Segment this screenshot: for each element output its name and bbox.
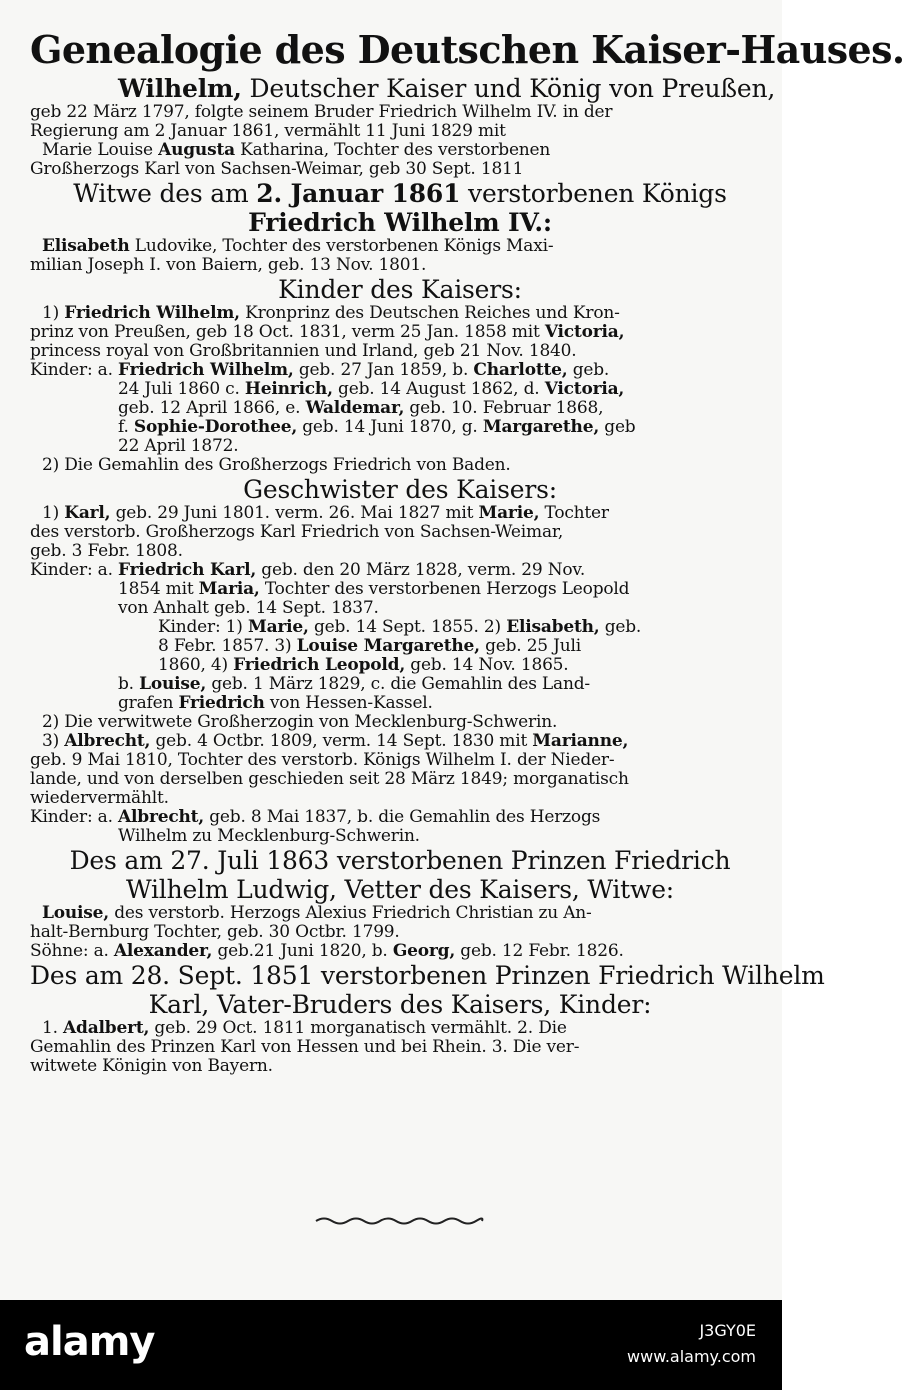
text-run: grafen bbox=[118, 693, 179, 713]
text-line bbox=[30, 961, 825, 990]
text-run: geb. 14 Sept. 1855. 2) bbox=[308, 617, 507, 637]
bold-name: Louise, bbox=[42, 903, 110, 923]
text-line bbox=[30, 256, 770, 275]
text-run: geb. 14 Juni 1870, g. bbox=[297, 417, 483, 437]
text-line bbox=[30, 846, 770, 875]
text-run: Tochter bbox=[539, 503, 609, 523]
text-run: Gemahlin des Prinzen Karl von Hessen und bei Rhein. 3. Die ver- bbox=[30, 1037, 580, 1057]
text-run: 2) Die Gemahlin des Großherzogs Friedrich von Baden. bbox=[42, 455, 511, 475]
text-run: Geschwister des Kaisers: bbox=[243, 475, 557, 504]
text-run: geb. 12 April 1866, e. bbox=[118, 398, 306, 418]
text-line bbox=[30, 827, 770, 846]
text-line bbox=[30, 789, 770, 808]
text-line bbox=[30, 580, 770, 599]
text-run: 22 April 1872. bbox=[118, 436, 239, 456]
text-run: geb. 14 August 1862, d. bbox=[332, 379, 545, 399]
text-line bbox=[30, 694, 770, 713]
text-line bbox=[30, 237, 770, 256]
text-run: Kinder: a. bbox=[30, 807, 119, 827]
text-line bbox=[30, 342, 770, 361]
bold-name: Friedrich Wilhelm IV.: bbox=[248, 208, 552, 237]
decorative-divider bbox=[314, 1216, 484, 1226]
text-run: geb. 3 Febr. 1808. bbox=[30, 541, 183, 561]
text-run: witwete Königin von Bayern. bbox=[30, 1056, 273, 1076]
bold-name: Waldemar, bbox=[305, 398, 405, 418]
text-line bbox=[30, 675, 770, 694]
bold-name: Margarethe, bbox=[482, 417, 600, 437]
text-run: Regierung am 2 Januar 1861, vermählt 11 Juni 1829 mit bbox=[30, 121, 506, 141]
text-run: f. bbox=[118, 417, 134, 437]
text-run: Kinder: a. bbox=[30, 360, 119, 380]
text-line bbox=[30, 751, 770, 770]
text-run: geb. 8 Mai 1837, b. die Gemahlin des Herzogs bbox=[204, 807, 601, 827]
text-run: geb. 1 März 1829, c. die Gemahlin des Land- bbox=[206, 674, 590, 694]
text-run: Witwe des am bbox=[73, 179, 257, 208]
text-run: 8 Febr. 1857. 3) bbox=[158, 636, 297, 656]
text-line bbox=[30, 361, 770, 380]
bold-name: Maria, bbox=[198, 579, 260, 599]
text-run: Kinder: 1) bbox=[158, 617, 248, 637]
text-run: 2) Die verwitwete Großherzogin von Mecklenburg-Schwerin. bbox=[42, 712, 558, 732]
bold-name: 2. Januar 1861 bbox=[256, 179, 461, 208]
brand-logo: alamy bbox=[24, 1319, 155, 1365]
genealogy-text bbox=[30, 74, 825, 1076]
bold-name: Charlotte, bbox=[473, 360, 568, 380]
text-line bbox=[30, 504, 770, 523]
text-run: Wilhelm Ludwig, Vetter des Kaisers, Witwe: bbox=[125, 875, 675, 904]
text-run: Deutscher Kaiser und König von Preußen, bbox=[241, 74, 776, 103]
text-line bbox=[30, 770, 770, 789]
text-line bbox=[30, 179, 770, 208]
bold-name: Karl, bbox=[64, 503, 111, 523]
text-run: milian Joseph I. von Baiern, geb. 13 Nov. 1801. bbox=[30, 255, 427, 275]
text-line bbox=[30, 713, 770, 732]
text-run: princess royal von Großbritannien und Irland, geb 21 Nov. 1840. bbox=[30, 341, 577, 361]
text-run: von Hessen-Kassel. bbox=[264, 693, 433, 713]
text-run: Katharina, Tochter des verstorbenen bbox=[234, 140, 551, 160]
text-line bbox=[30, 923, 770, 942]
bold-name: Heinrich, bbox=[244, 379, 333, 399]
bold-name: Alexander, bbox=[113, 941, 213, 961]
image-id: J3GY0E bbox=[699, 1321, 756, 1340]
text-run: geb. 10. Februar 1868, bbox=[404, 398, 604, 418]
text-run: Des am 28. Sept. 1851 verstorbenen Prinzen Friedrich Wilhelm bbox=[30, 961, 825, 990]
bold-name: Sophie-Dorothee, bbox=[133, 417, 298, 437]
bold-name: Louise Margarethe, bbox=[296, 636, 480, 656]
bold-name: Friedrich Leopold, bbox=[233, 655, 406, 675]
text-line bbox=[30, 1019, 770, 1038]
text-line bbox=[30, 399, 770, 418]
text-run: geb. bbox=[567, 360, 610, 380]
text-run: Söhne: a. bbox=[30, 941, 114, 961]
bold-name: Marie, bbox=[247, 617, 309, 637]
text-run: 1) bbox=[42, 503, 65, 523]
text-run: geb. 4 Octbr. 1809, verm. 14 Sept. 1830 mit bbox=[150, 731, 533, 751]
text-run: Ludovike, Tochter des verstorbenen Königs Maxi- bbox=[129, 236, 554, 256]
text-run: Karl, Vater-Bruders des Kaisers, Kinder: bbox=[148, 990, 652, 1019]
text-run: geb. 12 Febr. 1826. bbox=[455, 941, 624, 961]
text-line bbox=[30, 418, 770, 437]
text-run: geb. 29 Juni 1801. verm. 26. Mai 1827 mit bbox=[110, 503, 479, 523]
bold-name: Marianne, bbox=[532, 731, 629, 751]
bold-name: Georg, bbox=[392, 941, 456, 961]
text-line bbox=[30, 808, 770, 827]
text-run: 3) bbox=[42, 731, 65, 751]
text-run: geb. den 20 März 1828, verm. 29 Nov. bbox=[256, 560, 586, 580]
text-line bbox=[30, 875, 770, 904]
text-run: Marie Louise bbox=[42, 140, 159, 160]
text-line bbox=[30, 456, 770, 475]
text-run: geb. 9 Mai 1810, Tochter des verstorb. Königs Wilhelm I. der Nieder- bbox=[30, 750, 615, 770]
text-line bbox=[30, 437, 770, 456]
text-line bbox=[30, 275, 770, 304]
text-run: b. bbox=[118, 674, 140, 694]
text-run: geb bbox=[599, 417, 636, 437]
text-run: 1) bbox=[42, 303, 65, 323]
text-run: geb. bbox=[599, 617, 642, 637]
text-run: 1. bbox=[42, 1018, 64, 1038]
text-line bbox=[30, 323, 770, 342]
text-line bbox=[30, 103, 770, 122]
bold-name: Elisabeth bbox=[42, 236, 130, 256]
text-line bbox=[30, 122, 770, 141]
bold-name: Louise, bbox=[139, 674, 207, 694]
text-run: geb. 27 Jan 1859, b. bbox=[293, 360, 474, 380]
text-line bbox=[30, 475, 770, 504]
text-line bbox=[30, 141, 770, 160]
text-run: geb 22 März 1797, folgte seinem Bruder Friedrich Wilhelm IV. in der bbox=[30, 102, 613, 122]
text-line bbox=[30, 542, 770, 561]
text-line bbox=[30, 942, 770, 961]
text-run: Großherzogs Karl von Sachsen-Weimar, geb 30 Sept. 1811 bbox=[30, 159, 524, 179]
bold-name: Augusta bbox=[158, 140, 235, 160]
bold-name: Albrecht, bbox=[118, 807, 205, 827]
text-run: halt-Bernburg Tochter, geb. 30 Octbr. 1799. bbox=[30, 922, 400, 942]
text-run: geb. 25 Juli bbox=[479, 636, 581, 656]
text-line bbox=[30, 208, 770, 237]
bold-name: Friedrich Karl, bbox=[118, 560, 257, 580]
bold-name: Wilhelm, bbox=[118, 74, 242, 103]
text-run: Kinder: a. bbox=[30, 560, 119, 580]
text-line bbox=[30, 990, 770, 1019]
text-line bbox=[30, 380, 770, 399]
bold-name: Friedrich bbox=[178, 693, 265, 713]
bold-name: Albrecht, bbox=[64, 731, 151, 751]
site-url: www.alamy.com bbox=[627, 1347, 756, 1366]
text-run: 24 Juli 1860 c. bbox=[118, 379, 245, 399]
text-line bbox=[30, 904, 770, 923]
text-run: geb.21 Juni 1820, b. bbox=[212, 941, 393, 961]
text-run: geb. 29 Oct. 1811 morganatisch vermählt. 2. Die bbox=[149, 1018, 567, 1038]
document-title: Genealogie des Deutschen Kaiser-Hauses. bbox=[30, 27, 905, 72]
text-run: wiedervermählt. bbox=[30, 788, 169, 808]
text-run: 1854 mit bbox=[118, 579, 199, 599]
text-line bbox=[30, 160, 770, 179]
document-body bbox=[30, 27, 905, 1076]
bold-name: Friedrich Wilhelm, bbox=[64, 303, 240, 323]
text-line bbox=[30, 523, 770, 542]
text-run: Kronprinz des Deutschen Reiches und Kron- bbox=[239, 303, 620, 323]
text-run: Des am 27. Juli 1863 verstorbenen Prinzen Friedrich bbox=[69, 846, 731, 875]
bold-name: Victoria, bbox=[544, 322, 625, 342]
text-run: Kinder des Kaisers: bbox=[278, 275, 522, 304]
text-line bbox=[30, 561, 770, 580]
text-run: Wilhelm zu Mecklenburg-Schwerin. bbox=[118, 826, 420, 846]
bold-name: Victoria, bbox=[544, 379, 625, 399]
text-run: 1860, 4) bbox=[158, 655, 234, 675]
text-line bbox=[30, 656, 770, 675]
text-line bbox=[30, 304, 770, 323]
text-line bbox=[30, 599, 770, 618]
text-line bbox=[30, 74, 776, 103]
text-run: des verstorb. Großherzogs Karl Friedrich von Sachsen-Weimar, bbox=[30, 522, 564, 542]
text-line bbox=[30, 637, 770, 656]
text-run: prinz von Preußen, geb 18 Oct. 1831, verm 25 Jan. 1858 mit bbox=[30, 322, 545, 342]
text-run: geb. 14 Nov. 1865. bbox=[405, 655, 569, 675]
bold-name: Marie, bbox=[478, 503, 540, 523]
bold-name: Adalbert, bbox=[63, 1018, 150, 1038]
text-line bbox=[30, 618, 770, 637]
text-run: des verstorb. Herzogs Alexius Friedrich Christian zu An- bbox=[109, 903, 592, 923]
bold-name: Elisabeth, bbox=[506, 617, 600, 637]
text-line bbox=[30, 732, 770, 751]
bold-name: Friedrich Wilhelm, bbox=[118, 360, 294, 380]
text-line bbox=[30, 1038, 770, 1057]
text-line bbox=[30, 1057, 770, 1076]
text-run: von Anhalt geb. 14 Sept. 1837. bbox=[118, 598, 379, 618]
text-run: lande, und von derselben geschieden seit 28 März 1849; morganatisch bbox=[30, 769, 629, 789]
text-run: verstorbenen Königs bbox=[460, 179, 727, 208]
text-run: Tochter des verstorbenen Herzogs Leopold bbox=[259, 579, 630, 599]
